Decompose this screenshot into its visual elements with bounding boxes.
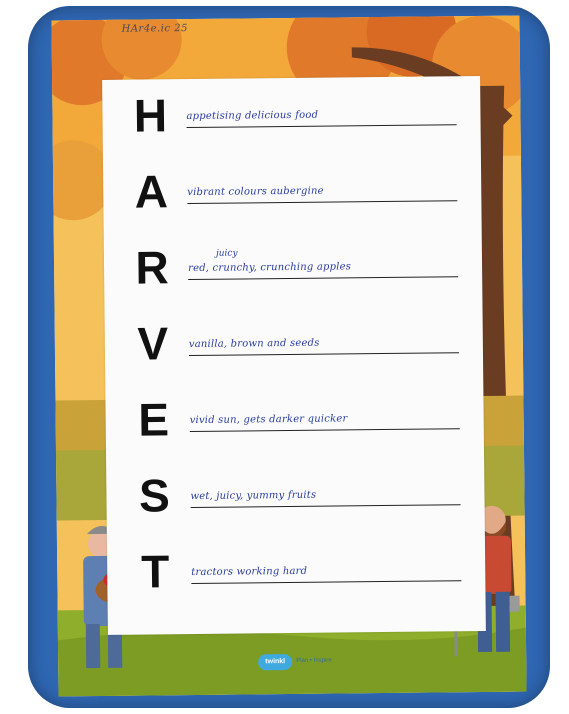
writing-line (191, 504, 461, 508)
writing-line (187, 124, 457, 128)
acrostic-row-s (106, 468, 485, 536)
acrostic-row-h (102, 88, 481, 156)
handwritten-phrase: wet, juicy, yummy fruits (190, 489, 317, 503)
acrostic-letter: A (134, 165, 169, 218)
writing-line (188, 276, 458, 280)
acrostic-letter: V (137, 317, 169, 370)
handwritten-phrase: red, crunchy, crunching apples (188, 261, 352, 275)
acrostic-letter: S (138, 469, 171, 522)
acrostic-paper (102, 76, 486, 635)
acrostic-row-r (104, 240, 483, 308)
handwritten-phrase: appetising delicious food (186, 109, 319, 123)
acrostic-letter: R (135, 241, 169, 294)
writing-line (187, 200, 457, 204)
writing-line (189, 352, 459, 356)
acrostic-row-t (107, 544, 486, 612)
acrostic-letter: H (133, 89, 168, 142)
worksheet-sheet (51, 16, 526, 697)
logo-tagline: Plan • Inspire (296, 657, 332, 664)
inserted-word: juicy (215, 248, 238, 259)
acrostic-row-a (103, 164, 482, 232)
writing-line (190, 428, 460, 432)
publisher-logo (258, 653, 348, 672)
handwritten-phrase: vanilla, brown and seeds (188, 337, 320, 351)
writing-line (191, 580, 461, 584)
acrostic-letter: E (138, 393, 170, 446)
acrostic-row-v (105, 316, 484, 384)
handwritten-phrase: vibrant colours aubergine (187, 185, 324, 199)
acrostic-letter: T (140, 545, 170, 598)
handwritten-phrase: tractors working hard (191, 565, 308, 579)
handwritten-phrase: vivid sun, gets darker quicker (189, 413, 348, 427)
acrostic-row-e (105, 392, 484, 460)
logo-badge: twinkl (258, 654, 292, 670)
student-name-handwriting: HAr4e.ic 25 (121, 23, 189, 35)
